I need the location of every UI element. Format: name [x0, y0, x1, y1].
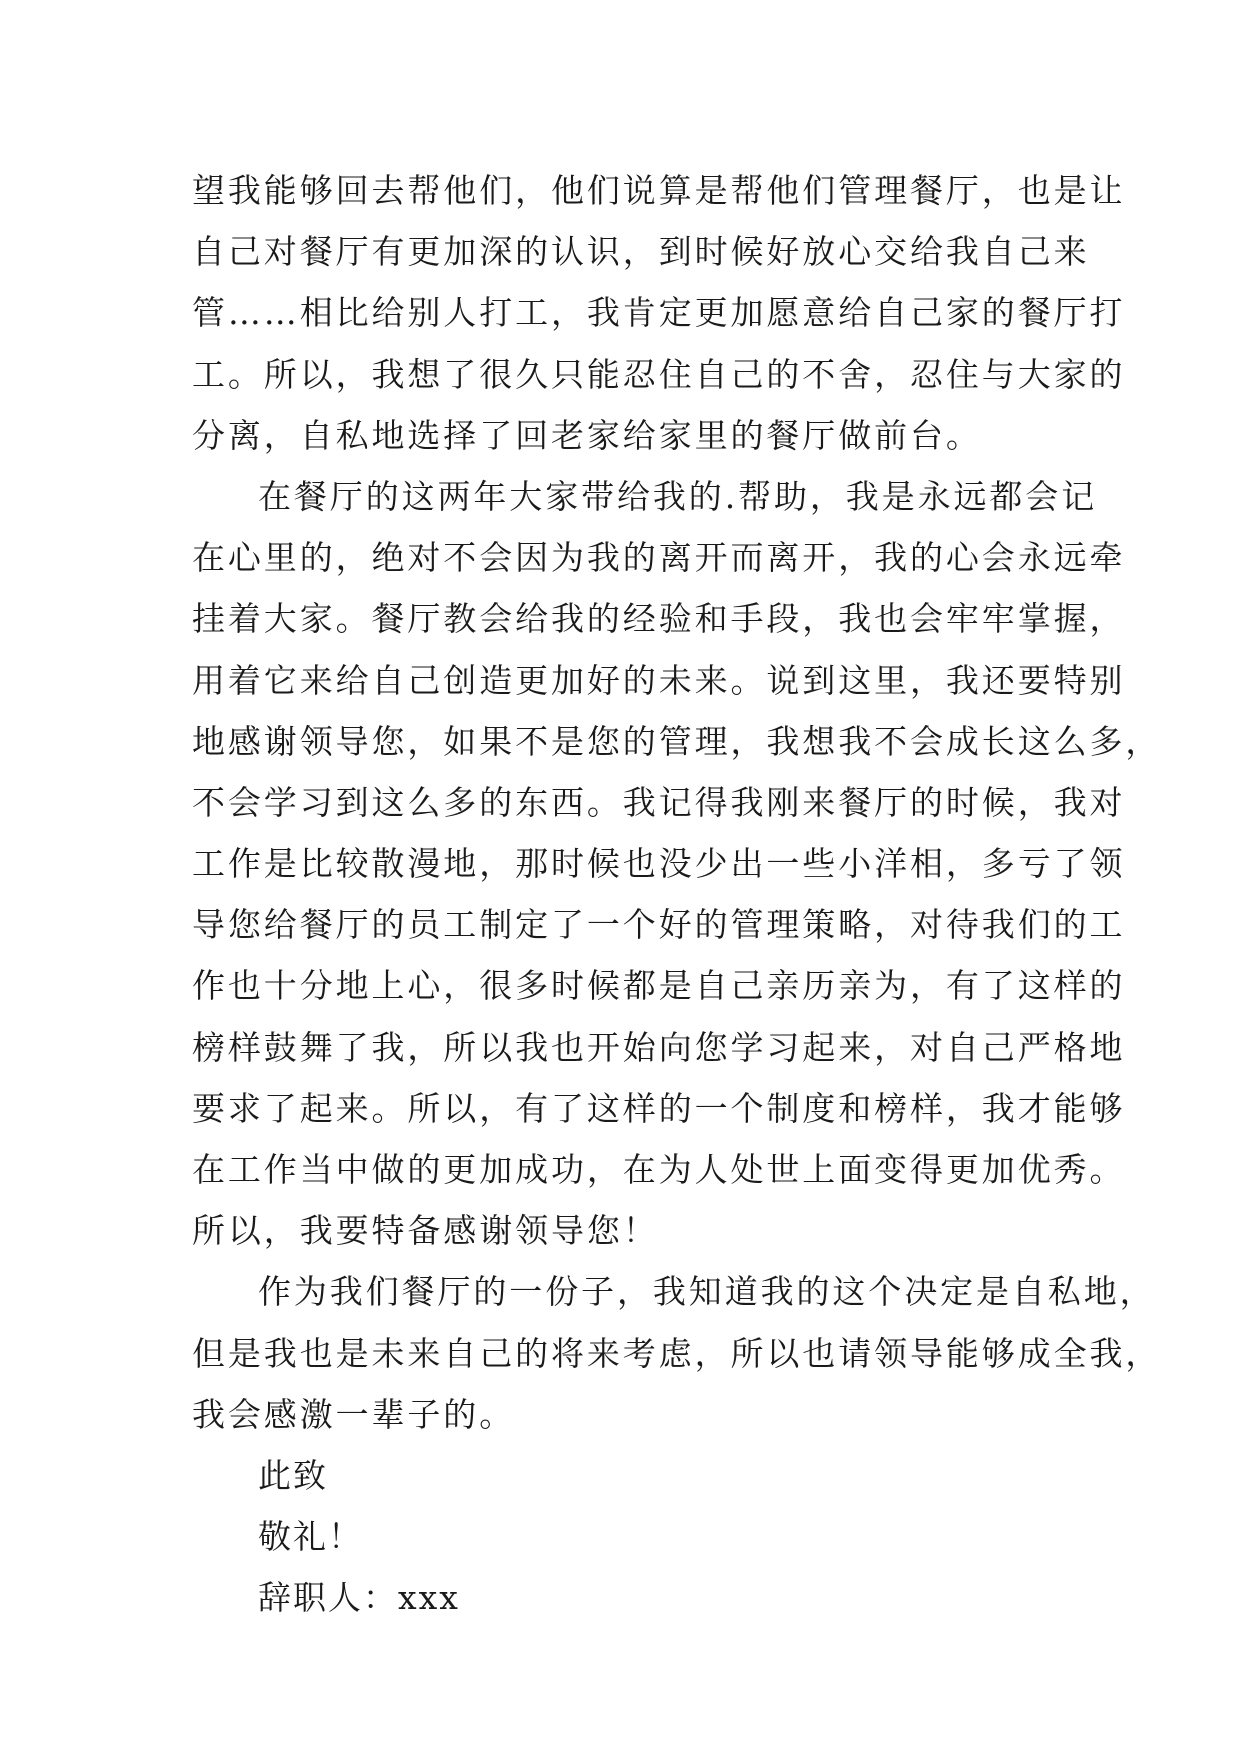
text-line: 不会学习到这么多的东西。我记得我刚来餐厅的时候，我对: [192, 782, 1126, 822]
text-line: 分离，自私地选择了回老家给家里的餐厅做前台。: [192, 415, 982, 455]
text-line: 用着它来给自己创造更加好的未来。说到这里，我还要特别: [192, 660, 1126, 700]
text-line: 管……相比给别人打工，我肯定更加愿意给自己家的餐厅打: [192, 293, 1126, 333]
text-line: 导您给餐厅的员工制定了一个好的管理策略，对待我们的工: [192, 905, 1126, 945]
paragraph-3: [192, 1261, 1162, 1445]
closing: [192, 1445, 1072, 1629]
paragraph-1: [192, 160, 1126, 466]
text-line: 所以，我要特备感谢领导您！: [192, 1211, 659, 1251]
text-line: 榜样鼓舞了我，所以我也开始向您学习起来，对自己严格地: [192, 1027, 1126, 1067]
text-line: 望我能够回去帮他们，他们说算是帮他们管理餐厅，也是让: [192, 171, 1126, 210]
text-line: 但是我也是未来自己的将来考虑，所以也请领导能够成全我，: [192, 1333, 1162, 1373]
paragraph-2: [192, 466, 1162, 1261]
text-line: 在餐厅的这两年大家带给我的.帮助，我是永远都会记: [258, 476, 1098, 516]
text-line: 要求了起来。所以，有了这样的一个制度和榜样，我才能够: [192, 1088, 1126, 1128]
salutation: 此致: [258, 1455, 328, 1495]
text-line: 作为我们餐厅的一份子，我知道我的这个决定是自私地，: [258, 1272, 1156, 1312]
text-line: 地感谢领导您，如果不是您的管理，我想我不会成长这么多，: [192, 721, 1162, 761]
text-line: 挂着大家。餐厅教会给我的经验和手段，我也会牢牢掌握，: [192, 599, 1126, 639]
text-line: 工。所以，我想了很久只能忍住自己的不舍，忍住与大家的: [192, 354, 1126, 394]
text-line: 工作是比较散漫地，那时候也没少出一些小洋相，多亏了领: [192, 844, 1126, 884]
text-line: 我会感激一辈子的。: [192, 1394, 516, 1434]
text-line: 作也十分地上心，很多时候都是自己亲历亲为，有了这样的: [192, 966, 1126, 1006]
text-line: 在工作当中做的更加成功，在为人处世上面变得更加优秀。: [192, 1150, 1126, 1189]
text-line: 自己对餐厅有更加深的认识，到时候好放心交给我自己来: [192, 232, 1090, 272]
regards: 敬礼！: [258, 1517, 363, 1557]
letter-body: [192, 160, 1162, 1629]
text-line: 在心里的，绝对不会因为我的离开而离开，我的心会永远牵: [192, 538, 1126, 578]
signature: 辞职人：xxx: [258, 1578, 460, 1618]
